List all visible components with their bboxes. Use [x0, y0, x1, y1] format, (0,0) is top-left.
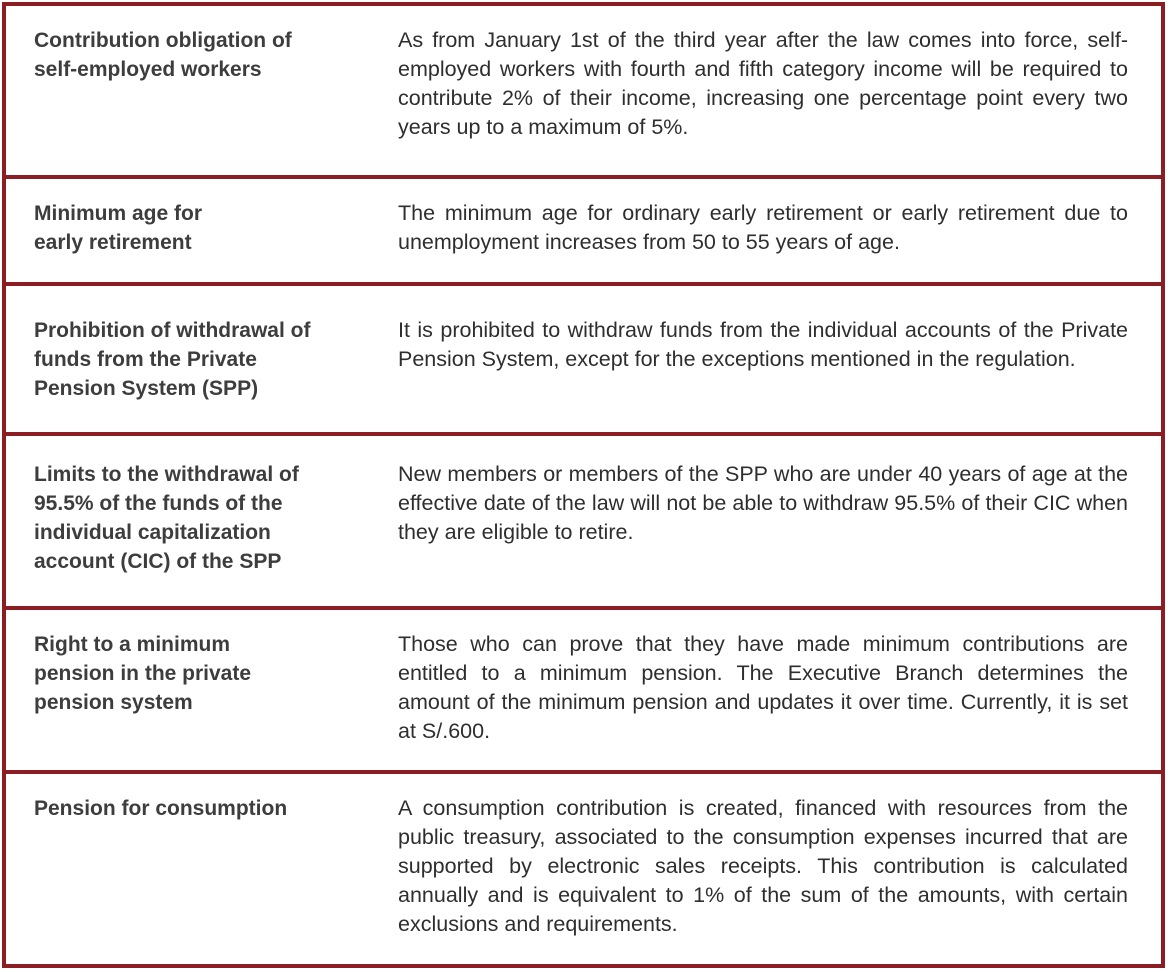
table-row — [6, 770, 1161, 968]
row-label: Limits to the withdrawal of 95.5% of the funds of the individual capitalization account (CIC) of the SPP — [34, 463, 299, 573]
row-label: Pension for consumption — [34, 797, 288, 820]
row-label: Minimum age for early retirement — [34, 202, 203, 254]
table-row — [6, 606, 1161, 770]
table-row — [6, 175, 1161, 282]
row-description: A consumption contribution is created, financed with resources from the public treasury, associated to the consumption expenses incurred that are supported by electronic sales receipts. This contribution is calculated annually and is equivalent to 1% of the sum of the amounts, with certain exclusions and requirements. — [398, 796, 1128, 936]
row-label: Prohibition of withdrawal of funds from the Private Pension System (SPP) — [34, 319, 311, 400]
table-row — [6, 282, 1161, 432]
row-description: It is prohibited to withdraw funds from the individual accounts of the Private Pension System, except for the exceptions mentioned in the regulation. — [398, 318, 1128, 371]
row-label: Contribution obligation of self-employed workers — [34, 29, 292, 81]
row-description: As from January 1st of the third year after the law comes into force, self-employed workers with fourth and fifth category income will be required to contribute 2% of their income, increasing one percentage point every two years up to a maximum of 5%. — [398, 28, 1128, 139]
pension-reform-table — [2, 2, 1165, 968]
row-description: New members or members of the SPP who are under 40 years of age at the effective date of the law will not be able to withdraw 95.5% of their CIC when they are eligible to retire. — [398, 462, 1128, 544]
table-row — [6, 2, 1161, 175]
row-description: The minimum age for ordinary early retirement or early retirement due to unemployment increases from 50 to 55 years of age. — [398, 201, 1128, 254]
table-row — [6, 432, 1161, 606]
row-description: Those who can prove that they have made minimum contributions are entitled to a minimum pension. The Executive Branch determines the amount of the minimum pension and updates it over time. Currently, it is set at S/.600. — [398, 632, 1128, 743]
row-label: Right to a minimum pension in the private pension system — [34, 633, 252, 714]
